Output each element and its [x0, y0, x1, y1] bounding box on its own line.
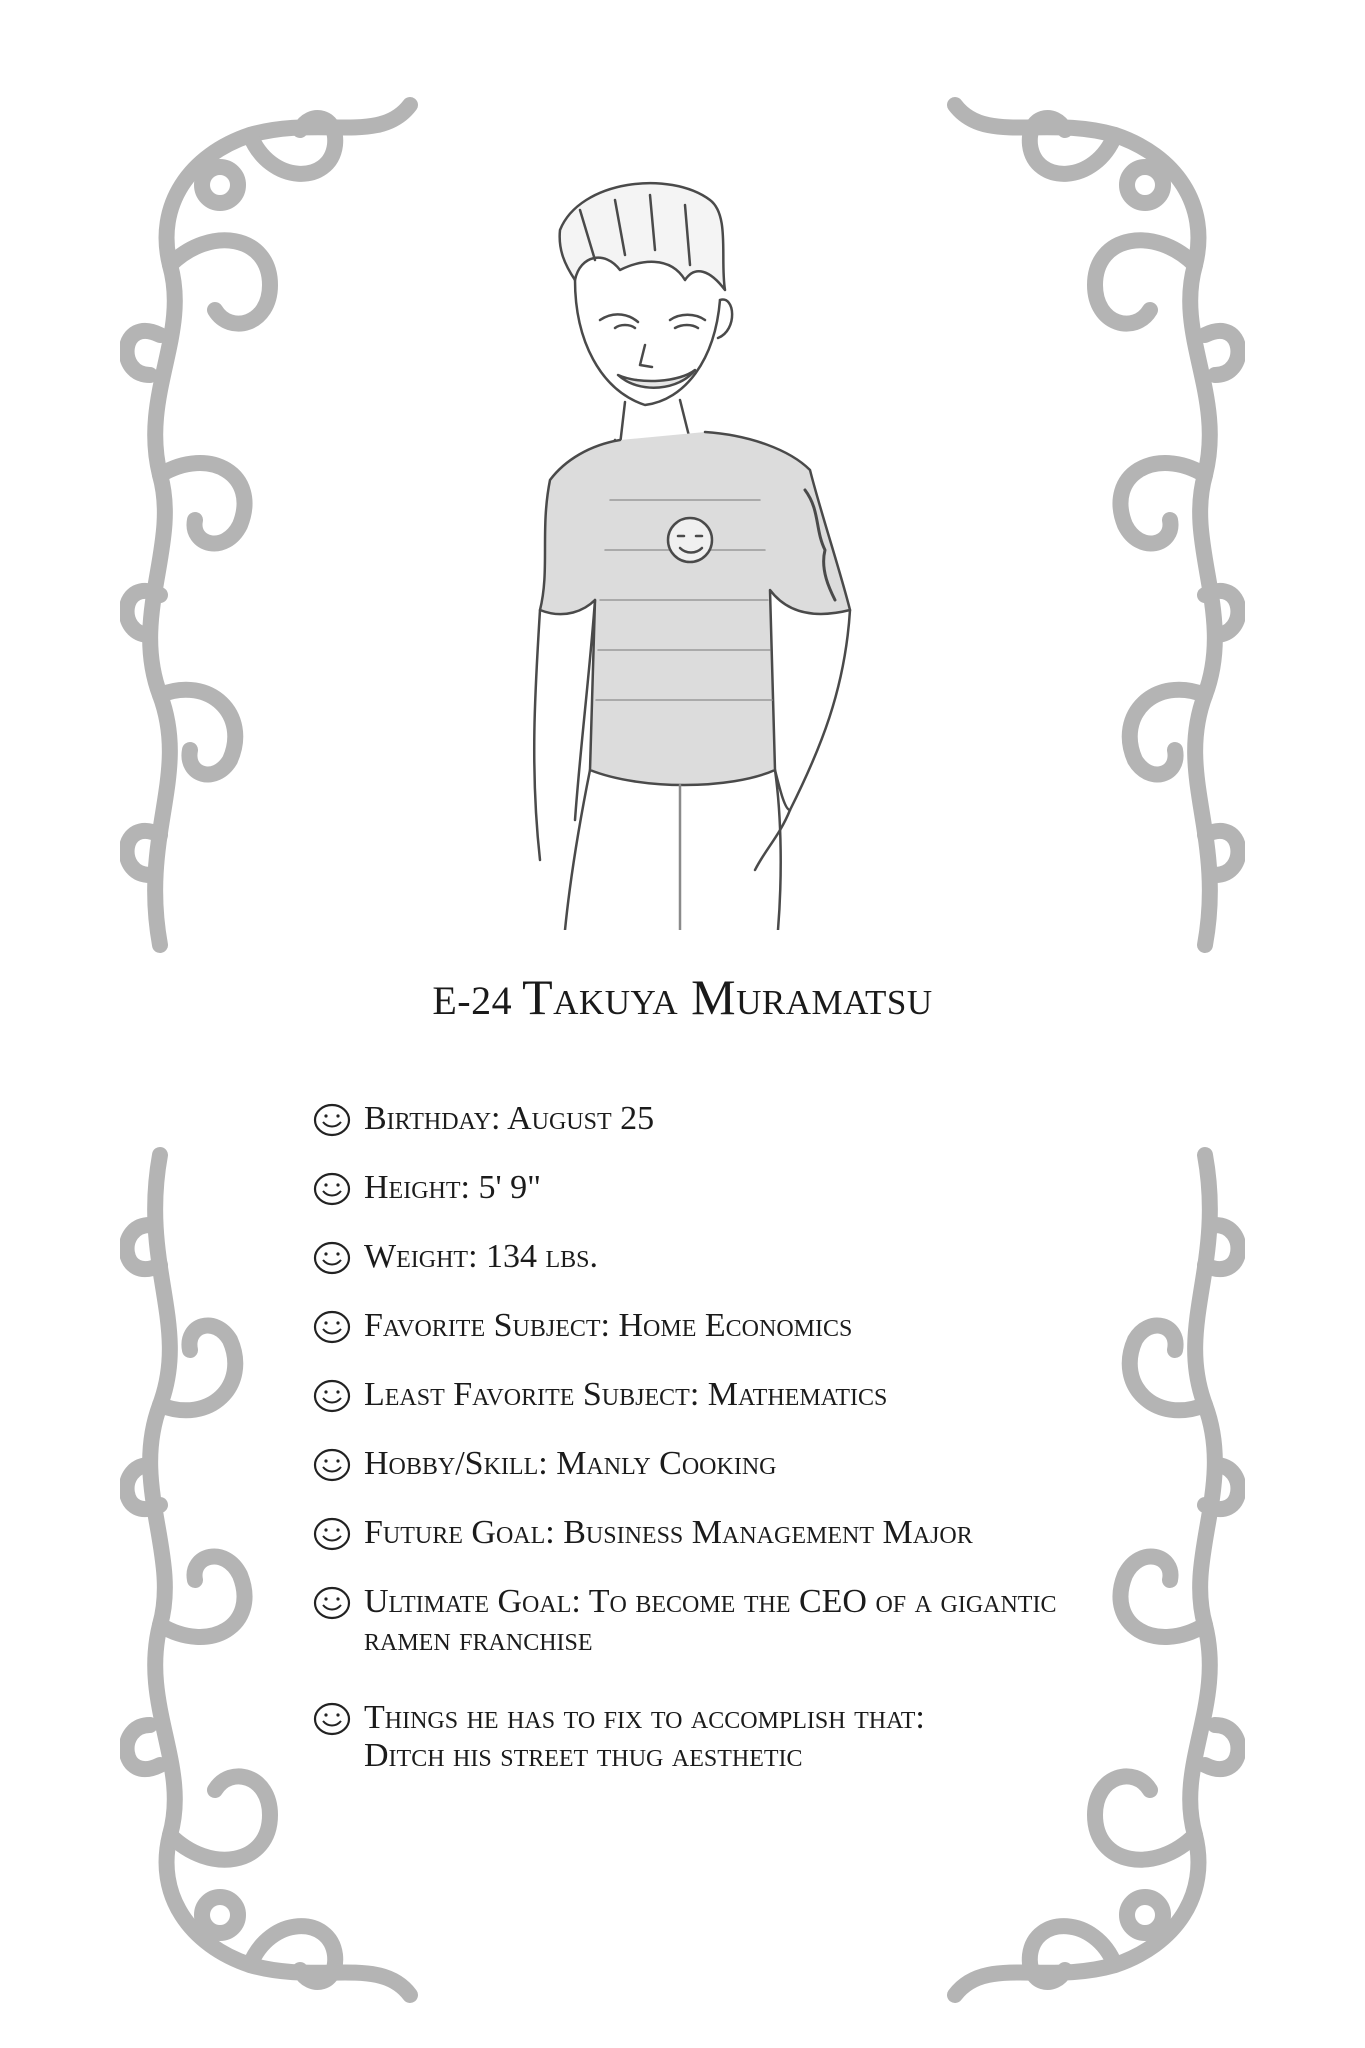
- smiley-face-icon: [312, 1514, 356, 1552]
- smiley-face-icon: [312, 1583, 356, 1621]
- profile-row-birthday: Birthday: August 25: [312, 1100, 1112, 1138]
- profile-row-future-goal: Future Goal: Business Management Major: [312, 1514, 1112, 1552]
- flourish-ornament-top-left: [120, 75, 420, 955]
- smiley-face-icon: [312, 1238, 356, 1276]
- student-seat-code: E-24: [432, 978, 513, 1023]
- smiley-face-icon: [312, 1699, 356, 1737]
- profile-row-ultimate-goal: Ultimate Goal: To become the CEO of a gigantic ramen franchise: [312, 1583, 1112, 1659]
- smiley-face-icon: [312, 1307, 356, 1345]
- profile-row-hobby-skill: Hobby/Skill: Manly Cooking: [312, 1445, 1112, 1483]
- smiley-face-icon: [312, 1100, 356, 1138]
- character-portrait-illustration: [520, 170, 940, 930]
- flourish-ornament-top-right: [945, 75, 1245, 955]
- profile-row-least-favorite-subject: Least Favorite Subject: Mathematics: [312, 1376, 1112, 1414]
- profile-row-things-to-fix: Things he has to fix to accomplish that: Ditch his street thug aesthetic: [312, 1699, 1112, 1775]
- character-name-heading: [0, 968, 1365, 1026]
- smiley-face-icon: [312, 1376, 356, 1414]
- profile-row-weight: Weight: 134 lbs.: [312, 1238, 1112, 1276]
- character-name: Takuya Muramatsu: [522, 969, 933, 1025]
- smiley-face-icon: [312, 1169, 356, 1207]
- profile-row-favorite-subject: Favorite Subject: Home Economics: [312, 1307, 1112, 1345]
- smiley-face-icon: [312, 1445, 356, 1483]
- profile-list: [312, 1100, 1112, 1806]
- profile-row-height: Height: 5' 9": [312, 1169, 1112, 1207]
